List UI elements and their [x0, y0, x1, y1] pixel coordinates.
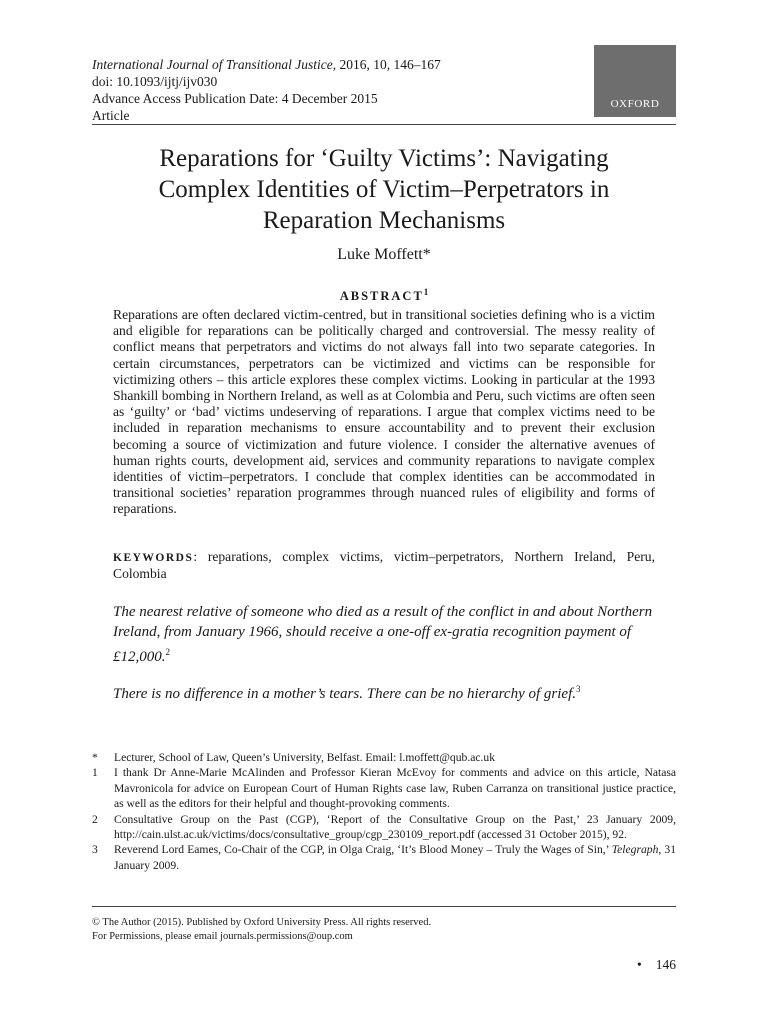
- footer-divider: [92, 906, 676, 907]
- bullet-icon: •: [637, 957, 642, 972]
- publication-date: Advance Access Publication Date: 4 December 2015: [92, 91, 378, 106]
- footnote-item: [92, 842, 676, 873]
- footnotes: [92, 750, 676, 873]
- abstract-footnote-ref[interactable]: 1: [423, 287, 429, 297]
- article-type: Article: [92, 108, 130, 123]
- footnote-item: [92, 750, 676, 765]
- epigraph-1: [113, 602, 655, 667]
- footnote-mark: *: [92, 751, 98, 764]
- copyright-line: © The Author (2015). Published by Oxford University Press. All rights reserved.: [92, 917, 432, 928]
- doi[interactable]: doi: 10.1093/ijtj/ijv030: [92, 74, 218, 89]
- footnote-text: I thank Dr Anne-Marie McAlinden and Professor Kieran McEvoy for comments and advice on this article, Natasa Mavronicola for advice on European Court of Human Rights case law, Ruben Carranza on transitional justice practice, as well as the editors for their helpful and thought-provoking comments.: [114, 766, 676, 811]
- epigraph-footnote-ref[interactable]: 3: [576, 684, 581, 694]
- oxford-logo-text: OXFORD: [610, 98, 660, 110]
- citation-volume-pages: , 2016, 10, 146–167: [332, 57, 441, 72]
- page-number: [620, 957, 676, 973]
- keywords: [113, 549, 655, 582]
- abstract-heading-text: ABSTRACT: [339, 289, 424, 304]
- footnote-item: [92, 812, 676, 843]
- title-line-2: Complex Identities of Victim–Perpetrators in: [158, 176, 610, 203]
- footnote-mark: 3: [92, 843, 98, 857]
- title-line-3: Reparation Mechanisms: [262, 207, 506, 234]
- footnote-text-part: Reverend Lord Eames, Co-Chair of the CGP, in Olga Craig, ‘It’s Blood Money – Truly the Wages of Sin,’: [114, 843, 612, 857]
- footnote-item: [92, 765, 676, 811]
- epigraph-text: The nearest relative of someone who died as a result of the conflict in and about Northern Ireland, from January 1966, should receive a one-off ex-gratia recognition payment of £12,000.: [113, 604, 653, 665]
- footnote-text: Lecturer, School of Law, Queen’s University, Belfast. Email: l.moffett@qub.ac.uk: [114, 751, 496, 764]
- author-name: Luke Moffett*: [337, 246, 431, 263]
- keywords-list: : reparations, complex victims, victim–perpetrators, Northern Ireland, Peru, Colombia: [113, 549, 655, 582]
- copyright-notice: [92, 916, 676, 944]
- abstract-body: Reparations are often declared victim-centred, but in transitional societies defining who is a victim and eligible for reparations can be politically charged and controversial. The messy reality of conflict means that perpetrators and victims do not always fall into two separate categories. In certain circumstances, perpetrators can be victimized and victims can be responsible for victimizing others – this article explores these complex victims. Looking in particular at the 1993 Shankill bombing in Northern Ireland, as well as at Colombia and Peru, such victims are often seen as ‘guilty’ or ‘bad’ victims undeserving of reparations. I argue that complex victims need to be included in reparation mechanisms to ensure accountability and to prevent their exclusion becoming a source of victimization and future violence. I consider the alternative avenues of human rights courts, development aid, services and community reparations to navigate complex identities of victim–perpetrators. I conclude that complex identities can be accommodated in transitional societies’ reparation programmes through nuanced rules of eligibility and forms of reparations.: [113, 307, 655, 517]
- page-number-value: 146: [655, 957, 676, 972]
- permissions-line: For Permissions, please email journals.permissions@oup.com: [92, 931, 353, 942]
- oxford-logo: [594, 45, 676, 117]
- epigraph-2: [113, 679, 655, 704]
- epigraph-footnote-ref[interactable]: 2: [165, 647, 170, 657]
- article-title: [92, 143, 676, 236]
- header-divider: [92, 124, 676, 125]
- article-header-meta: [92, 56, 552, 124]
- epigraph-text: There is no difference in a mother’s tears. There can be no hierarchy of grief.: [113, 686, 576, 702]
- footnote-text: Consultative Group on the Past (CGP), ‘Report of the Consultative Group on the Past,’ 23 January 2009, http://cain.ulst.ac.uk/victims/docs/consultative_group/cgp_230109_report.pdf (accessed 31 October 2015), 92.: [114, 812, 676, 842]
- footnote-text: [114, 842, 676, 873]
- footnote-source-title: Telegraph: [611, 843, 659, 857]
- journal-name: International Journal of Transitional Justice: [92, 57, 333, 72]
- footnote-mark: 2: [92, 812, 98, 826]
- footnote-text-part: , 31 January 2009.: [114, 843, 677, 872]
- footnote-mark: 1: [92, 766, 98, 780]
- abstract-heading: [92, 287, 676, 304]
- keywords-label: KEYWORDS: [113, 552, 194, 564]
- title-line-1: Reparations for ‘Guilty Victims’: Navigating: [159, 145, 609, 172]
- citation-line: [92, 56, 552, 73]
